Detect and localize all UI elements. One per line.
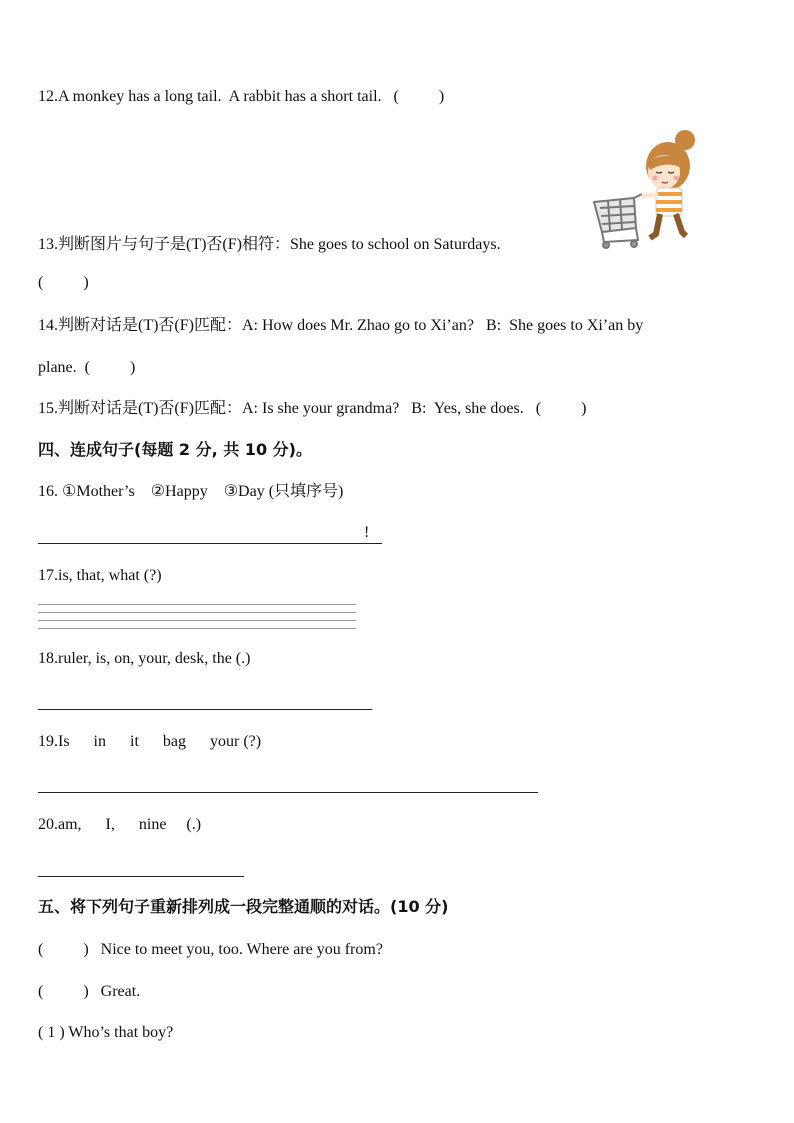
question-17: 17.is, that, what (?) xyxy=(38,567,162,584)
question-16-answer-line[interactable] xyxy=(38,543,382,544)
question-16: 16. ①Mother’s ②Happy ③Day (只填序号) xyxy=(38,483,344,500)
question-18: 18.ruler, is, on, your, desk, the (.) xyxy=(38,650,251,667)
question-17-writing-line-1[interactable] xyxy=(38,604,356,605)
question-20-answer-line[interactable] xyxy=(38,876,244,877)
question-13-answer-blank[interactable]: ( ) xyxy=(38,274,89,291)
question-20: 20.am, I, nine (.) xyxy=(38,816,202,833)
dialogue-line-3: ( 1 ) Who’s that boy? xyxy=(38,1024,174,1041)
question-16-exclamation: ! xyxy=(364,524,370,541)
question-13: 13.判断图片与句子是(T)否(F)相符：She goes to school on Saturdays. xyxy=(38,236,501,253)
question-15: 15.判断对话是(T)否(F)匹配：A: Is she your grandma? B: Yes, she does. ( ) xyxy=(38,400,587,417)
girl-figure xyxy=(642,130,695,238)
question-17-writing-line-2[interactable] xyxy=(38,612,356,613)
question-14-line-2: plane. ( ) xyxy=(38,359,136,376)
question-18-answer-line[interactable] xyxy=(38,709,372,710)
section-5-heading: 五、将下列句子重新排列成一段完整通顺的对话。(10 分) xyxy=(38,897,449,916)
question-17-writing-line-3[interactable] xyxy=(38,620,356,621)
girl-with-shopping-cart-illustration xyxy=(590,126,700,250)
question-19: 19.Is in it bag your (?) xyxy=(38,733,262,750)
dialogue-line-2: ( ) Great. xyxy=(38,983,141,1000)
question-14-line-1: 14.判断对话是(T)否(F)匹配：A: How does Mr. Zhao go to Xi’an? B: She goes to Xi’an by xyxy=(38,317,644,334)
question-12: 12.A monkey has a long tail. A rabbit has a short tail. ( ) xyxy=(38,88,445,105)
question-19-answer-line[interactable] xyxy=(38,792,538,793)
question-17-writing-line-4[interactable] xyxy=(38,628,356,629)
shopping-cart-icon xyxy=(594,194,642,248)
section-4-heading: 四、连成句子(每题 2 分, 共 10 分)。 xyxy=(38,440,312,459)
dialogue-line-1: ( ) Nice to meet you, too. Where are you from? xyxy=(38,941,383,958)
